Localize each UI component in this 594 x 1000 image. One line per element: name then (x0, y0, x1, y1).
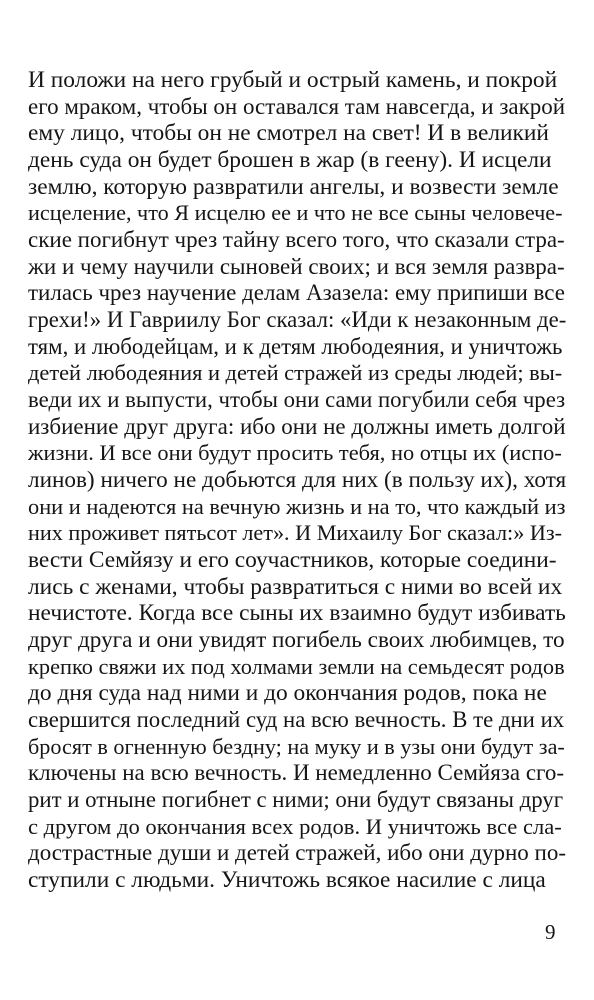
text-line: дострастные души и детей стражей, ибо они дурно по- (28, 840, 566, 865)
text-line: нечистоте. Когда все сыны их взаимно будут избивать (28, 600, 566, 626)
text-line: лись с женами, чтобы развратиться с ними во всей их (28, 574, 563, 600)
text-line: ступили с людьми. Уничтожь всякое насилие с лица (28, 867, 546, 893)
text-line: бросят в огненную бездну; на муку и в узы они будут за- (28, 734, 565, 759)
text-line: грехи!» И Гавриилу Бог сказал: «Иди к незаконным де- (28, 307, 567, 332)
text-line: детей любодеяния и детей стражей из среды людей; вы- (28, 360, 563, 385)
text-line: линов) ничего не добьются для них (в пользу их), хотя (28, 467, 567, 493)
text-line: землю, которую развратили ангелы, и возвести земле (28, 174, 559, 200)
text-line: вести Семйязу и его соучастников, которые соедини- (28, 547, 557, 573)
text-line: его мраком, чтобы он оставался там навсегда, и закрой (28, 94, 566, 119)
page-number: 9 (545, 920, 556, 944)
text-line: тилась чрез научение делам Азазела: ему припиши все (28, 280, 565, 305)
text-line: ские погибнут чрез тайну всего того, что сказали стра- (28, 227, 565, 252)
text-line: рит и отныне погибнет с ними; они будут связаны друг (28, 787, 564, 812)
text-line: жи и чему научили сыновей своих; и вся земля развра- (28, 254, 565, 279)
text-line: жизни. И все они будут просить тебя, но отцы их (испо- (28, 440, 562, 465)
text-line: день суда он будет брошен в жар (в геену). И исцели (28, 147, 552, 173)
text-line: веди их и выпусти, чтобы они сами погубили себя чрез (28, 387, 566, 412)
text-line: ключены на всю вечность. И немедленно Семйяза сго- (28, 760, 565, 785)
text-line: тям, и любодейцам, и к детям любодеяния, и уничтожь (28, 334, 563, 359)
text-line: свершится последний суд на всю вечность. В те дни их (28, 707, 565, 732)
text-line: исцеление, что Я исцелю ее и что не все сыны человече- (28, 200, 563, 225)
text-line: избиение друг друга: ибо они не должны иметь долгой (28, 414, 566, 439)
text-line: до дня суда над ними и до окончания родов, пока не (28, 680, 547, 706)
text-line: с другом до окончания всех родов. И уничтожь все сла- (28, 814, 562, 839)
text-line: них проживет пятьсот лет». И Михаилу Бог сказал:» Из- (28, 520, 563, 545)
text-line: ему лицо, чтобы он не смотрел на свет! И в великий (28, 120, 549, 146)
text-line: они и надеются на вечную жизнь и на то, что каждый из (28, 494, 566, 519)
text-line: крепко свяжи их под холмами земли на семьдесят родов (28, 654, 565, 679)
text-line: друг друга и они увидят погибель своих любимцев, то (28, 627, 565, 653)
text-line: И положи на него грубый и острый камень, и покрой (28, 67, 558, 93)
